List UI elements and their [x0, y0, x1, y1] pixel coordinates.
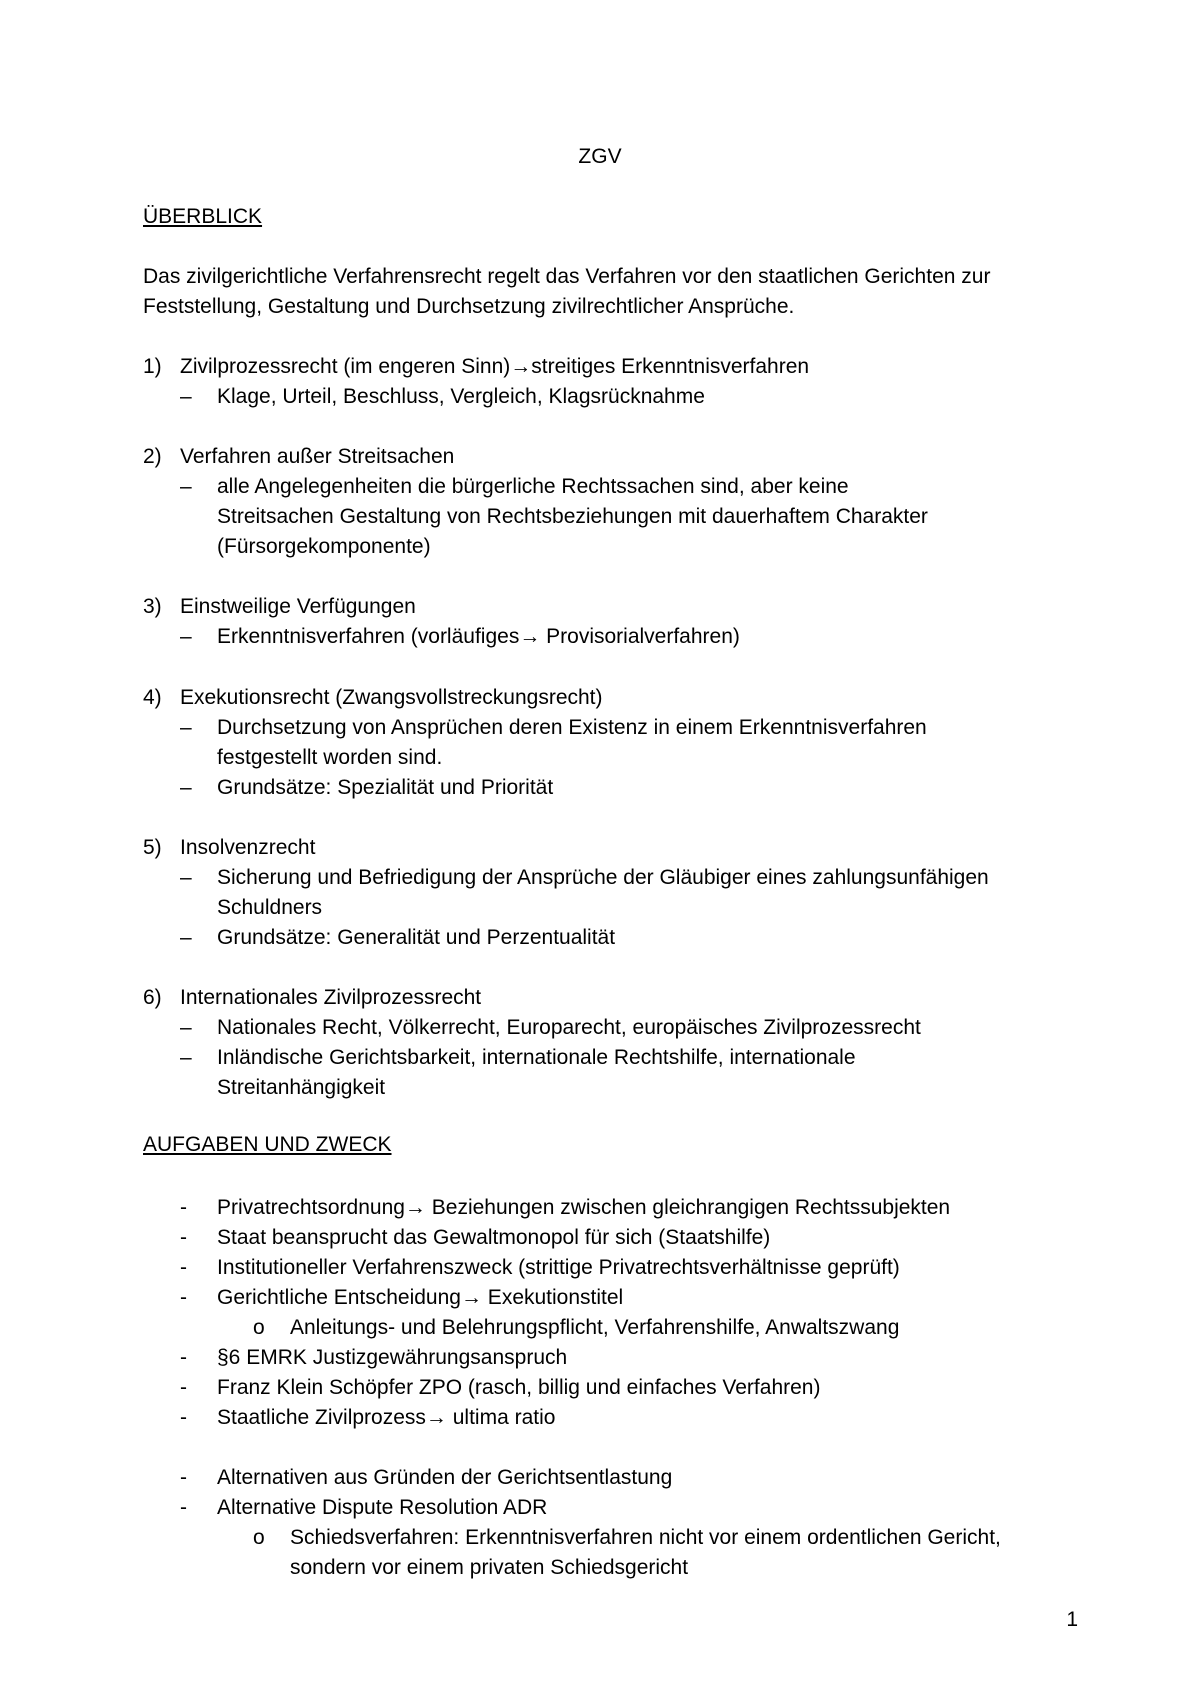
section-number: 5) [143, 836, 162, 859]
dash-marker: – [180, 385, 192, 408]
section-number: 4) [143, 686, 162, 709]
dash-marker: – [180, 926, 192, 949]
section-number: 6) [143, 986, 162, 1009]
bullet-marker: - [180, 1196, 187, 1219]
list-item: Gerichtliche Entscheidung→ Exekutionstitel [217, 1286, 624, 1309]
bullet-marker: - [180, 1376, 187, 1399]
dash-marker: – [180, 866, 192, 889]
section-item: Grundsätze: Generalität und Perzentualität [217, 926, 616, 949]
section-heading-overview: ÜBERBLICK [143, 205, 263, 228]
section-item: Sicherung und Befriedigung der Ansprüche der Gläubiger eines zahlungsunfähigen Schuldners [217, 866, 989, 919]
section-item: alle Angelegenheiten die bürgerliche Rechtssachen sind, aber keine Streitsachen Gestaltung von Rechtsbeziehungen mit dauerhaftem Charakter (Fürsorgekomponente) [217, 475, 928, 558]
section-item: Inländische Gerichtsbarkeit, internationale Rechtshilfe, internationale Streitanhängigkeit [217, 1046, 856, 1099]
bullet-marker: - [180, 1346, 187, 1369]
list-item: Privatrechtsordnung→ Beziehungen zwischen gleichrangigen Rechtssubjekten [217, 1196, 951, 1219]
bullet-marker: - [180, 1256, 187, 1279]
section-item: Grundsätze: Spezialität und Priorität [217, 776, 554, 799]
section-title: Insolvenzrecht [180, 836, 316, 859]
list-item: Institutioneller Verfahrenszweck (strittige Privatrechtsverhältnisse geprüft) [217, 1256, 900, 1279]
dash-marker: – [180, 1016, 192, 1039]
bullet-marker: - [180, 1286, 187, 1309]
purpose-list [143, 1463, 1063, 1583]
sub-bullet-marker: o [253, 1526, 265, 1549]
overview-section [143, 983, 1063, 1103]
dash-marker: – [180, 625, 192, 648]
section-title: Exekutionsrecht (Zwangsvollstreckungsrecht) [180, 686, 603, 709]
list-item: Staat beansprucht das Gewaltmonopol für sich (Staatshilfe) [217, 1226, 771, 1249]
bullet-marker: - [180, 1466, 187, 1489]
overview-section [143, 592, 1063, 652]
section-title: Einstweilige Verfügungen [180, 595, 416, 618]
section-heading-purpose: AUFGABEN UND ZWECK [143, 1133, 392, 1156]
page-number: 1 [1066, 1608, 1078, 1631]
section-number: 2) [143, 445, 162, 468]
overview-section [143, 352, 1063, 412]
dash-marker: – [180, 475, 192, 498]
section-item: Erkenntnisverfahren (vorläufiges→ Provisorialverfahren) [217, 625, 740, 648]
list-item: Alternative Dispute Resolution ADR [217, 1496, 548, 1519]
list-item: Alternativen aus Gründen der Gerichtsentlastung [217, 1466, 673, 1489]
section-number: 1) [143, 355, 162, 378]
sub-list-item: Anleitungs- und Belehrungspflicht, Verfahrenshilfe, Anwaltszwang [290, 1316, 900, 1339]
dash-marker: – [180, 776, 192, 799]
section-item: Durchsetzung von Ansprüchen deren Existenz in einem Erkenntnisverfahren festgestellt worden sind. [217, 716, 927, 769]
document-title: ZGV [578, 145, 622, 168]
section-item: Nationales Recht, Völkerrecht, Europarecht, europäisches Zivilprozessrecht [217, 1016, 921, 1039]
sub-bullet-marker: o [253, 1316, 265, 1339]
section-title: Internationales Zivilprozessrecht [180, 986, 482, 1009]
overview-section [143, 442, 1063, 562]
overview-section [143, 833, 1063, 953]
section-item: Klage, Urteil, Beschluss, Vergleich, Klagsrücknahme [217, 385, 705, 408]
intro-paragraph: Das zivilgerichtliche Verfahrensrecht regelt das Verfahren vor den staatlichen Gerichten zur Feststellung, Gestaltung und Durchsetzung zivilrechtlicher Ansprüche. [143, 265, 991, 318]
section-title: Zivilprozessrecht (im engeren Sinn)→streitiges Erkenntnisverfahren [180, 355, 810, 378]
bullet-marker: - [180, 1226, 187, 1249]
section-title: Verfahren außer Streitsachen [180, 445, 455, 468]
purpose-list [143, 1193, 1063, 1433]
dash-marker: – [180, 716, 192, 739]
list-item: Staatliche Zivilprozess→ ultima ratio [217, 1406, 556, 1429]
bullet-marker: - [180, 1496, 187, 1519]
list-item: Franz Klein Schöpfer ZPO (rasch, billig und einfaches Verfahren) [217, 1376, 821, 1399]
section-number: 3) [143, 595, 162, 618]
sub-list-item: Schiedsverfahren: Erkenntnisverfahren nicht vor einem ordentlichen Gericht, sondern vor einem privaten Schiedsgericht [290, 1526, 1001, 1579]
list-item: §6 EMRK Justizgewährungsanspruch [217, 1346, 568, 1369]
dash-marker: – [180, 1046, 192, 1069]
bullet-marker: - [180, 1406, 187, 1429]
overview-section [143, 683, 1063, 803]
